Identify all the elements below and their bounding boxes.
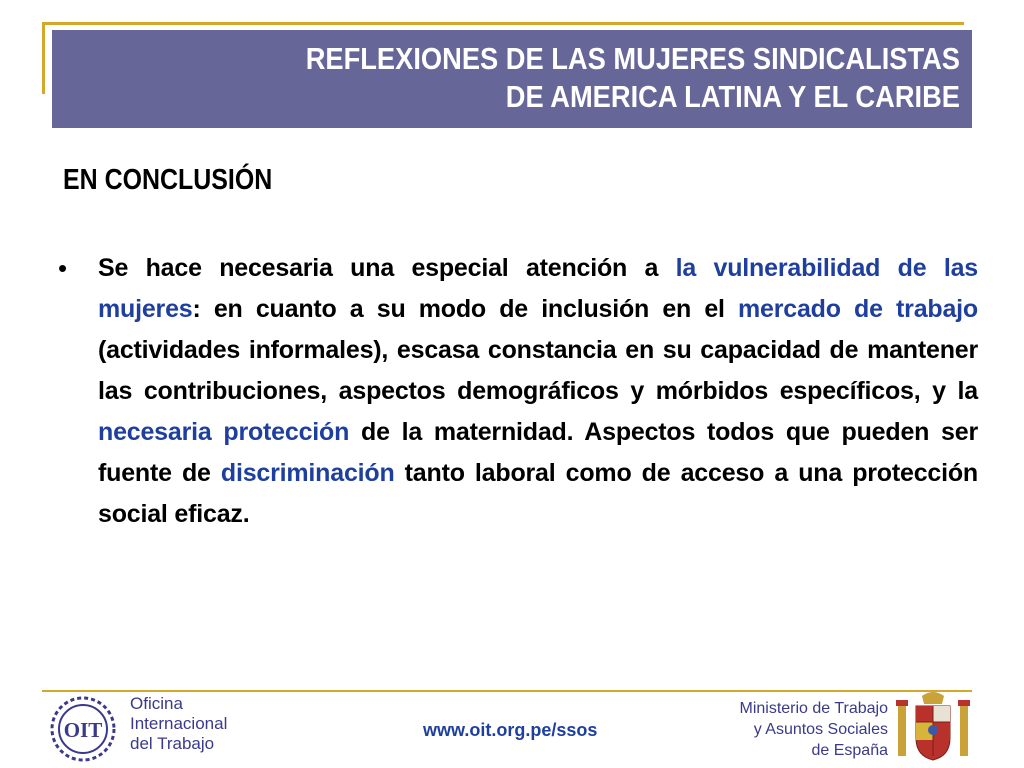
title-line-2: DE AMERICA LATINA Y EL CARIBE <box>505 79 960 114</box>
website-link[interactable]: www.oit.org.pe/ssos <box>423 720 598 740</box>
title-banner <box>52 30 972 128</box>
text-segment: de la maternidad. Aspectos todos que pueden ser fuente de <box>98 418 978 487</box>
title-line-1: REFLEXIONES DE LAS MUJERES SINDICALISTAS <box>305 41 960 76</box>
spain-coat-of-arms-icon <box>892 690 974 766</box>
text-segment: : en cuanto a su modo de inclusión en el <box>192 295 739 323</box>
text-segment: Se hace necesaria una especial atención a <box>98 254 676 282</box>
top-frame-rule <box>42 22 964 25</box>
ilo-line-2: Internacional <box>130 714 228 733</box>
ministry-line-3: de España <box>811 742 888 759</box>
ministry-line-2: y Asuntos Sociales <box>753 721 888 738</box>
ilo-logo-text: OIT <box>63 718 103 742</box>
text-segment: (actividades informales), escasa constancia en su capacidad de mantener las contribuciones, aspectos demográficos y mórbidos específicos, y la <box>98 336 978 405</box>
bullet-icon: • <box>58 253 68 283</box>
ministry-line-1: Ministerio de Trabajo <box>739 700 888 717</box>
highlight-labor-market: mercado de trabajo <box>738 295 978 323</box>
conclusion-paragraph <box>98 248 978 535</box>
footer-rule <box>42 690 972 692</box>
highlight-vulnerability: la vulnerabilidad de las mujeres <box>98 254 978 323</box>
ilo-logo-icon <box>44 694 122 764</box>
left-frame-rule <box>42 22 45 94</box>
highlight-protection: necesaria protección <box>98 418 350 446</box>
section-heading: EN CONCLUSIÓN <box>63 164 273 196</box>
ministry-name <box>739 698 888 761</box>
ilo-line-1: Oficina <box>130 694 183 713</box>
highlight-discrimination: discriminación <box>220 459 395 487</box>
text-segment: tanto laboral como de acceso a una protección social eficaz. <box>98 459 978 528</box>
ilo-name <box>130 694 227 754</box>
ilo-line-3: del Trabajo <box>130 734 215 753</box>
